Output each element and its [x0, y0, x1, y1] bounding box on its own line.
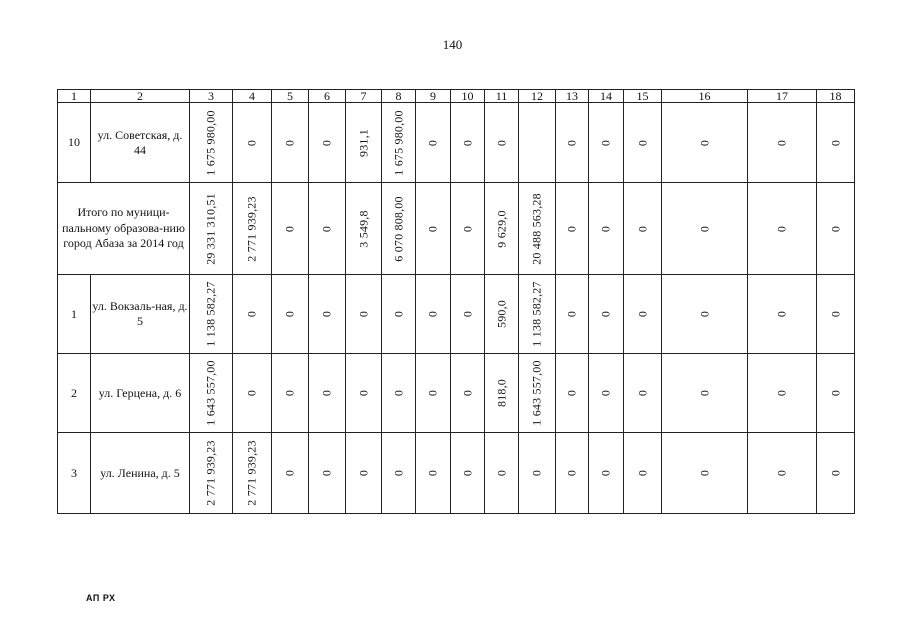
header-cell: 7: [346, 90, 382, 103]
value-text: 0: [598, 469, 613, 477]
value-text: 0: [774, 469, 789, 477]
value-text: 0: [564, 469, 579, 477]
header-cell: 14: [589, 90, 624, 103]
value-cell: [272, 354, 309, 433]
value-cell: [309, 103, 346, 183]
value-cell: [382, 275, 416, 354]
value-cell: [519, 275, 556, 354]
value-cell: [748, 275, 817, 354]
value-cell: [309, 183, 346, 275]
value-cell: [382, 103, 416, 183]
value-cell: [817, 433, 855, 514]
header-cell: 12: [519, 90, 556, 103]
value-cell: [589, 433, 624, 514]
address-cell: ул. Герцена, д. 6: [91, 354, 190, 433]
value-text: 0: [244, 310, 259, 318]
value-cell: [309, 354, 346, 433]
value-text: 0: [828, 225, 842, 232]
header-cell: 4: [233, 90, 272, 103]
row-index: 2: [58, 354, 91, 433]
value-cell: [589, 275, 624, 354]
value-cell: [519, 183, 556, 275]
value-text: 0: [319, 139, 334, 146]
value-cell: [346, 354, 382, 433]
row-index: 10: [58, 103, 91, 183]
value-cell: [748, 354, 817, 433]
value-cell: [485, 433, 519, 514]
value-text: 0: [598, 225, 613, 232]
value-cell: [556, 275, 589, 354]
total-label: Итого по муници-пальному образова-нию город Абаза за 2014 год: [58, 183, 190, 275]
value-cell: [748, 183, 817, 275]
value-text: 9 629,0: [494, 209, 508, 248]
row-index: 1: [58, 275, 91, 354]
value-cell: [451, 354, 485, 433]
value-text: 0: [598, 310, 613, 318]
value-text: 0: [460, 469, 474, 477]
value-cell: [662, 433, 748, 514]
value-text: 0: [828, 310, 842, 318]
value-cell: [190, 275, 233, 354]
value-text: 0: [635, 389, 649, 397]
value-text: 2 771 939,23: [244, 440, 259, 506]
table-row: [58, 275, 855, 354]
value-text: 0: [319, 469, 334, 477]
value-cell: [662, 275, 748, 354]
value-text: 590,0: [494, 300, 508, 328]
value-text: 0: [244, 389, 259, 397]
value-cell: [485, 354, 519, 433]
value-cell: [309, 433, 346, 514]
value-text: 1 138 582,27: [203, 281, 218, 347]
value-text: 0: [774, 310, 789, 318]
value-text: 0: [564, 310, 579, 318]
value-text: 0: [319, 310, 334, 318]
value-cell: [485, 103, 519, 183]
value-cell: [233, 103, 272, 183]
value-text: 0: [564, 139, 579, 146]
value-text: 0: [635, 310, 649, 318]
page-number: 140: [442, 37, 463, 52]
value-text: 0: [282, 139, 297, 146]
value-cell: [451, 433, 485, 514]
footer-stamp: АП РХ: [86, 593, 116, 603]
value-text: 0: [460, 310, 474, 318]
value-text: 20 488 563,28: [529, 192, 544, 265]
value-text: 0: [635, 139, 649, 146]
value-cell: [817, 103, 855, 183]
value-text: 0: [356, 469, 370, 477]
value-cell: [190, 183, 233, 275]
value-cell: [416, 275, 451, 354]
value-cell: [817, 275, 855, 354]
value-cell: [233, 354, 272, 433]
value-text: 0: [282, 469, 297, 477]
header-cell: 2: [91, 90, 190, 103]
value-cell: [346, 433, 382, 514]
value-cell: [272, 183, 309, 275]
value-cell: [589, 183, 624, 275]
value-text: 2 771 939,23: [244, 195, 259, 262]
value-text: 0: [282, 389, 297, 397]
header-cell: 13: [556, 90, 589, 103]
value-text: 0: [529, 469, 544, 477]
value-text: 0: [356, 310, 370, 318]
value-text: 931,1: [356, 128, 370, 157]
value-text: 0: [774, 225, 789, 232]
value-text: 0: [282, 225, 297, 232]
value-cell: [817, 183, 855, 275]
value-cell: [346, 275, 382, 354]
value-text: 0: [697, 389, 711, 397]
value-text: 0: [774, 389, 789, 397]
value-cell: [233, 183, 272, 275]
value-text: 0: [460, 389, 474, 397]
value-cell: [451, 103, 485, 183]
value-cell: [382, 433, 416, 514]
value-text: 1 675 980,00: [203, 109, 218, 176]
table-row: [58, 433, 855, 514]
value-cell: [662, 183, 748, 275]
value-text: 0: [828, 139, 842, 146]
value-text: 0: [635, 225, 649, 232]
value-cell: [519, 103, 556, 183]
value-text: 0: [319, 225, 334, 232]
value-text: 29 331 310,51: [203, 192, 218, 265]
value-text: 0: [564, 225, 579, 232]
header-cell: 15: [624, 90, 662, 103]
value-text: 0: [697, 225, 711, 232]
value-cell: [346, 183, 382, 275]
header-row: [58, 90, 855, 103]
value-cell: [519, 433, 556, 514]
value-cell: [624, 275, 662, 354]
value-text: 0: [697, 469, 711, 477]
value-cell: [556, 354, 589, 433]
value-text: 0: [425, 389, 440, 397]
value-cell: [662, 354, 748, 433]
value-cell: [451, 183, 485, 275]
value-cell: [589, 354, 624, 433]
value-text: 0: [598, 389, 613, 397]
header-cell: 18: [817, 90, 855, 103]
row-index: 3: [58, 433, 91, 514]
value-text: 2 771 939,23: [203, 440, 218, 506]
value-text: 0: [391, 310, 405, 318]
value-cell: [346, 103, 382, 183]
value-cell: [309, 275, 346, 354]
value-cell: [519, 354, 556, 433]
value-text: 0: [425, 469, 440, 477]
value-text: 0: [697, 310, 711, 318]
value-cell: [556, 183, 589, 275]
value-text: 6 070 808,00: [391, 195, 405, 262]
value-cell: [190, 433, 233, 514]
value-text: 0: [391, 389, 405, 397]
data-table: [57, 89, 855, 514]
header-cell: 3: [190, 90, 233, 103]
value-cell: [556, 433, 589, 514]
table-row: [58, 183, 855, 275]
value-text: 1 643 557,00: [529, 360, 544, 426]
table-row: [58, 103, 855, 183]
value-cell: [382, 183, 416, 275]
value-text: 0: [425, 310, 440, 318]
value-cell: [485, 183, 519, 275]
value-cell: [589, 103, 624, 183]
value-cell: [416, 103, 451, 183]
value-text: 0: [494, 139, 508, 146]
value-cell: [416, 433, 451, 514]
value-cell: [272, 103, 309, 183]
header-cell: 16: [662, 90, 748, 103]
value-text: 0: [828, 389, 842, 397]
value-cell: [382, 354, 416, 433]
value-text: 0: [460, 139, 474, 146]
value-cell: [272, 275, 309, 354]
value-text: 0: [460, 225, 474, 232]
header-cell: 9: [416, 90, 451, 103]
header-cell: 6: [309, 90, 346, 103]
value-cell: [748, 103, 817, 183]
value-cell: [451, 275, 485, 354]
value-cell: [233, 433, 272, 514]
value-text: 1 675 980,00: [391, 109, 405, 176]
value-text: 0: [319, 389, 334, 397]
header-cell: 17: [748, 90, 817, 103]
value-cell: [416, 183, 451, 275]
value-text: 0: [391, 469, 405, 477]
value-text: 0: [564, 389, 579, 397]
header-cell: 11: [485, 90, 519, 103]
value-text: 0: [244, 139, 259, 146]
value-cell: [624, 103, 662, 183]
value-text: 0: [494, 469, 508, 477]
value-text: 0: [425, 139, 440, 146]
value-text: 0: [356, 389, 370, 397]
value-cell: [662, 103, 748, 183]
value-cell: [485, 275, 519, 354]
value-cell: [624, 354, 662, 433]
value-cell: [556, 103, 589, 183]
value-text: 1 138 582,27: [529, 281, 544, 347]
header-cell: 1: [58, 90, 91, 103]
value-text: 0: [774, 139, 789, 146]
value-text: 0: [635, 469, 649, 477]
address-cell: ул. Вокзаль-ная, д. 5: [91, 275, 190, 354]
value-text: 0: [425, 225, 440, 232]
value-text: 0: [697, 139, 711, 146]
header-cell: 10: [451, 90, 485, 103]
value-text: 0: [282, 310, 297, 318]
address-cell: ул. Советская, д. 44: [91, 103, 190, 183]
value-cell: [190, 354, 233, 433]
value-cell: [190, 103, 233, 183]
header-cell: 5: [272, 90, 309, 103]
header-cell: 8: [382, 90, 416, 103]
value-text: 0: [598, 139, 613, 146]
value-text: 818,0: [494, 379, 508, 407]
value-cell: [272, 433, 309, 514]
value-cell: [817, 354, 855, 433]
value-cell: [624, 433, 662, 514]
value-text: 0: [828, 469, 842, 477]
value-cell: [233, 275, 272, 354]
table-row: [58, 354, 855, 433]
value-cell: [624, 183, 662, 275]
value-text: 3 549,8: [356, 209, 370, 248]
value-cell: [416, 354, 451, 433]
value-cell: [748, 433, 817, 514]
value-text: 1 643 557,00: [203, 360, 218, 426]
address-cell: ул. Ленина, д. 5: [91, 433, 190, 514]
